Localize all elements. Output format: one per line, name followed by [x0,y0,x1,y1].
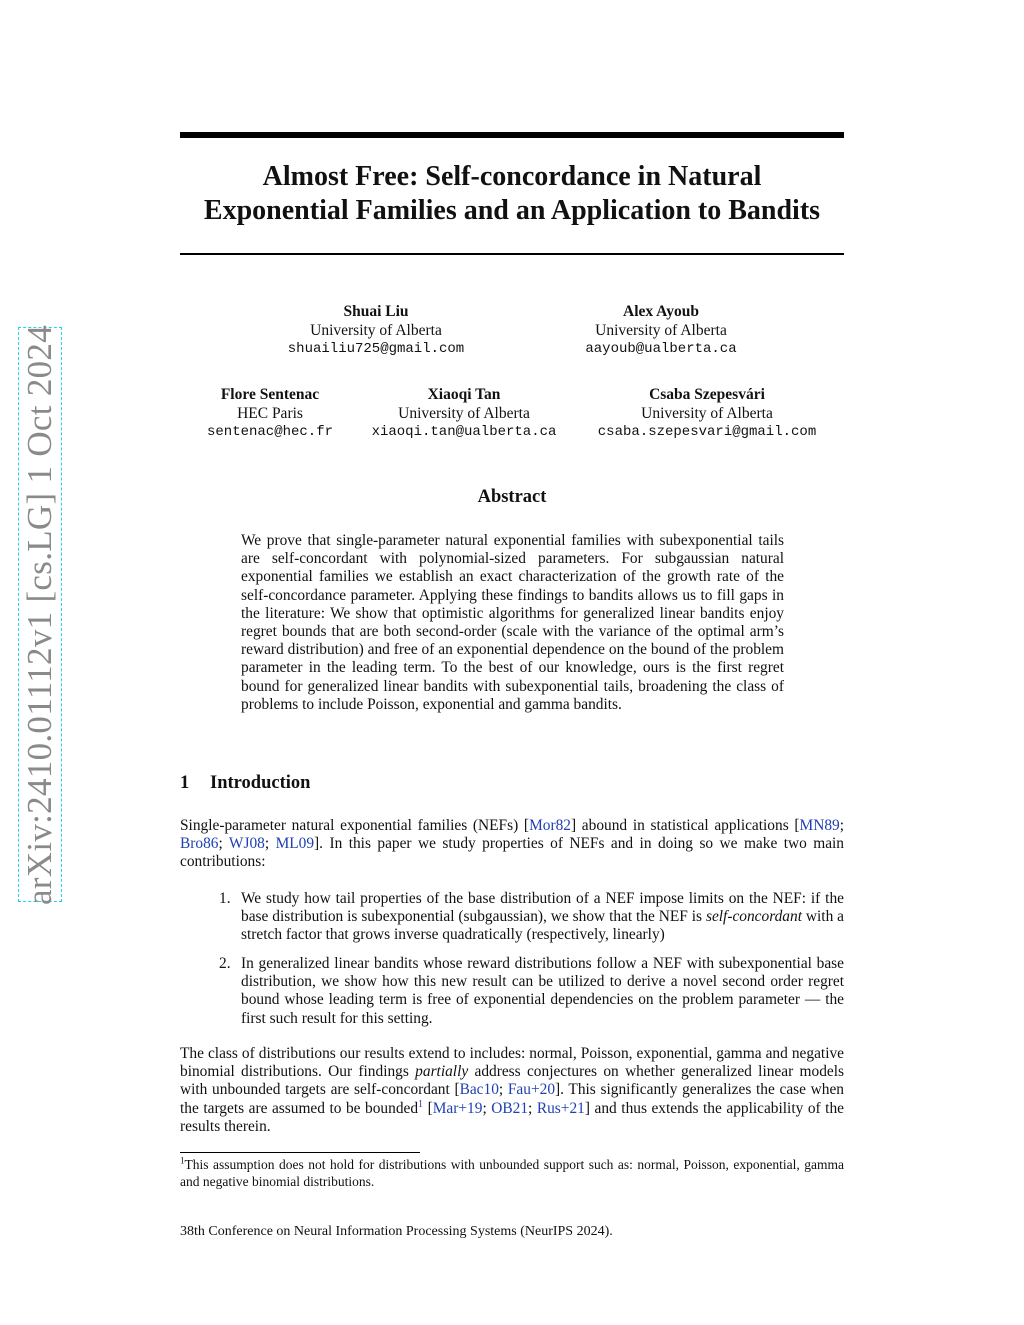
abstract-heading: Abstract [477,487,547,507]
author-block [561,302,761,359]
citation-link[interactable]: Mor82 [529,817,571,834]
footnote-number: 1 [180,1155,185,1166]
paper-title [180,160,844,228]
title-line-2: Exponential Families and an Application to Bandits [203,195,821,226]
section-heading [180,773,310,794]
list-item [219,955,844,1028]
text-run: ; [839,817,845,834]
text-run: ; [528,1099,537,1117]
author-email: aayoub@ualberta.ca [585,341,737,357]
author-name: Xiaoqi Tan [427,386,501,403]
text-run: ; [264,835,276,853]
emphasis: self-concordant [705,908,802,926]
author-affiliation: HEC Paris [237,405,303,422]
author-name: Csaba Szepesvári [649,386,765,403]
footnote-text: This assumption does not hold for distributions with unbounded support such as: normal, Poisson, exponential, gamma and negative binomial distributions. [180,1157,844,1189]
arxiv-id: arXiv:2410.01112v1 [cs.LG] 1 Oct 2024 [20,324,59,905]
author-email: sentenac@hec.fr [206,424,334,440]
list-number: 2. [219,955,231,972]
author-block [180,385,360,442]
author-affiliation: University of Alberta [595,322,727,339]
text-run: Single-parameter natural exponential families (NEFs) [ [180,817,530,834]
footnote-rule [180,1152,420,1153]
author-block [582,385,832,442]
title-line-1: Almost Free: Self-concordance in Natural [262,161,762,192]
arxiv-stamp [18,324,62,905]
citation-link[interactable]: Rus+21 [536,1099,585,1117]
author-name: Alex Ayoub [623,303,699,320]
text-run: ]. This significantly generalizes the case when the targets are assumed to be bounded [180,1081,845,1117]
text-run: The class of distributions our results extend to includes: normal, Poisson, exponential, gamma and negative binomial distributions. Our findings [180,1045,844,1081]
author-affiliation: University of Alberta [310,322,442,339]
title-rule-top [180,132,844,138]
text-run: ; [482,1099,492,1117]
venue-footer: 38th Conference on Neural Information Processing Systems (NeurIPS 2024). [180,1224,613,1239]
author-email: xiaoqi.tan@ualberta.ca [371,424,557,440]
footnote [180,1157,844,1190]
abstract-text: We prove that single-parameter natural exponential families with subexponential tails are self-concordant with polynomial-sized parameters. For subgaussian natural exponential families we establish an exact characterization of the growth rate of the self-concordance parameter. Applying these findings to bandits allows us to fill gaps in the literature: We show that optimistic algorithms for generalized linear bandits enjoy regret bounds that are both second-order (scale with the variance of the optimal arm’s reward distribution) and free of an exponential dependence on the bound of the problem parameter in the leading term. To the best of our knowledge, ours is the first regret bound for generalized linear bandits with subexponential tails, broadening the class of problems to include Poisson, exponential and gamma bandits. [241,532,784,713]
text-run: ; [498,1081,508,1099]
text-run: with a stretch factor that grows inverse quadratically (respectively, linearly) [241,908,845,944]
citation-link[interactable]: Bro86 [180,835,219,853]
intro-paragraph-2 [180,1045,844,1136]
list-number: 1. [219,890,231,907]
text-run: ; [218,835,229,853]
citation-link[interactable]: ML09 [275,835,315,853]
citation-link[interactable]: Bac10 [459,1081,499,1099]
text-run: [ [423,1099,433,1117]
citation-link[interactable]: OB21 [491,1099,529,1117]
author-affiliation: University of Alberta [398,405,530,422]
citation-link[interactable]: WJ08 [228,835,265,853]
citation-link[interactable]: Mar+19 [432,1099,483,1117]
intro-paragraph-1 [180,817,844,872]
author-block [276,302,476,359]
text-run: We study how tail properties of the base distribution of a NEF impose limits on the NEF: if the base distribution is subexponential (subgaussian), we show that the NEF is [241,890,844,926]
list-item-text: In generalized linear bandits whose reward distributions follow a NEF with subexponential base distribution, we show how this new result can be utilized to derive a novel second order regret bound whose leading term is free of exponential dependencies on the problem parameter — the first such result for this setting. [241,955,844,1027]
author-block [354,385,574,442]
author-name: Flore Sentenac [220,386,320,403]
citation-link[interactable]: MN89 [799,817,840,834]
title-rule-bottom [180,253,844,255]
author-email: csaba.szepesvari@gmail.com [597,424,817,440]
emphasis: partially [415,1063,469,1081]
author-affiliation: University of Alberta [641,405,773,422]
author-name: Shuai Liu [343,303,409,320]
citation-link[interactable]: Fau+20 [507,1081,556,1099]
section-number: 1 [180,773,190,793]
list-item [219,890,844,945]
text-run: address conjectures on whether generalized linear models with unbounded targets are self-concordant [ [180,1063,844,1099]
section-title: Introduction [210,773,311,793]
footnote-mark[interactable]: 1 [418,1098,424,1110]
text-run: ] abound in statistical applications [ [570,817,800,834]
author-email: shuailiu725@gmail.com [287,341,465,357]
text-run: ]. In this paper we study properties of NEFs and in doing so we make two main contributions: [180,835,844,871]
text-run: ] and thus extends the applicability of the results therein. [180,1099,844,1135]
